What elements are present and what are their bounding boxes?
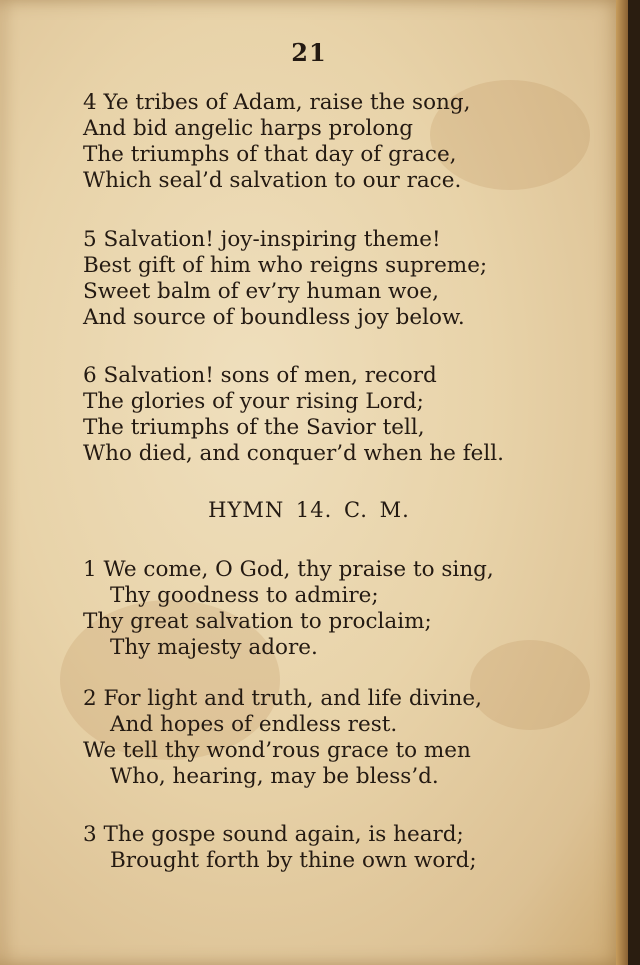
- stanza-4: [83, 90, 470, 194]
- verse-line: The triumphs of that day of grace,: [83, 142, 457, 167]
- verse-line: 3 The gospe sound again, is heard;: [83, 822, 464, 847]
- hymn-stanza-3: [83, 822, 477, 874]
- verse-line: We tell thy wond’rous grace to men: [83, 738, 471, 763]
- page-edge: [616, 0, 628, 965]
- stanza-6: [83, 363, 504, 467]
- verse-line: Best gift of him who reigns supreme;: [83, 253, 488, 278]
- verse-line: Who died, and conquer’d when he fell.: [83, 441, 504, 466]
- verse-line: Brought forth by thine own word;: [110, 848, 477, 873]
- verse-line: Thy goodness to admire;: [110, 583, 379, 608]
- stanza-5: [83, 227, 487, 331]
- verse-line: The glories of your rising Lord;: [83, 389, 424, 414]
- verse-line: Thy majesty adore.: [110, 635, 318, 660]
- hymn-stanza-1: [83, 557, 494, 661]
- verse-line: 5 Salvation! joy-inspiring theme!: [83, 227, 441, 252]
- verse-line: The triumphs of the Savior tell,: [83, 415, 425, 440]
- verse-line: Which seal’d salvation to our race.: [83, 168, 462, 193]
- verse-line: Who, hearing, may be bless’d.: [110, 764, 439, 789]
- verse-line: And source of boundless joy below.: [83, 305, 465, 330]
- page-number: 21: [291, 38, 327, 67]
- verse-line: Sweet balm of ev’ry human woe,: [83, 279, 439, 304]
- verse-line: And hopes of endless rest.: [110, 712, 398, 737]
- verse-line: 6 Salvation! sons of men, record: [83, 363, 437, 388]
- verse-line: 4 Ye tribes of Adam, raise the song,: [83, 90, 471, 115]
- verse-line: Thy great salvation to proclaim;: [83, 609, 432, 634]
- verse-line: And bid angelic harps prolong: [83, 116, 413, 141]
- hymn-stanza-2: [83, 686, 482, 790]
- verse-line: 2 For light and truth, and life divine,: [83, 686, 482, 711]
- hymn-title: HYMN 14. C. M.: [208, 498, 410, 522]
- verse-line: 1 We come, O God, thy praise to sing,: [83, 557, 494, 582]
